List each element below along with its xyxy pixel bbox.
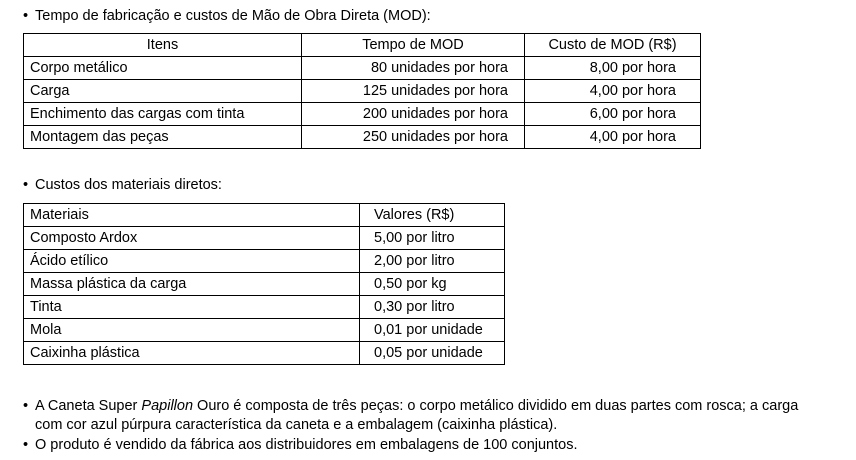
section1-heading [23,7,431,25]
mod-table-header-row [24,34,701,57]
mat-value-cell: 0,05 por unidade [360,342,505,365]
note1-line2: com cor azul púrpura característica da caneta e a embalagem (caixinha plástica). [35,417,558,433]
note-packaging [23,436,853,455]
mat-value-cell: 5,00 por litro [360,227,505,250]
mod-tempo-cell: 250 unidades por hora [302,126,525,149]
table-row [24,273,505,296]
bullet: • [23,8,29,24]
table-row [24,103,701,126]
mod-custo-cell: 4,00 por hora [525,80,701,103]
mod-header-custo: Custo de MOD (R$) [525,34,701,57]
table-row [24,319,505,342]
mod-tempo-cell: 80 unidades por hora [302,57,525,80]
note2-text: O produto é vendido da fábrica aos distribuidores em embalagens de 100 conjuntos. [35,437,578,453]
table-row [24,296,505,319]
mat-name-cell: Mola [24,319,360,342]
table-row [24,80,701,103]
mat-name-cell: Tinta [24,296,360,319]
table-row [24,57,701,80]
mat-value-cell: 0,50 por kg [360,273,505,296]
mat-value-cell: 2,00 por litro [360,250,505,273]
mat-name-cell: Massa plástica da carga [24,273,360,296]
section2-heading-text: Custos dos materiais diretos: [35,177,222,193]
bullet: • [23,177,29,193]
mod-custo-cell: 8,00 por hora [525,57,701,80]
mod-tempo-cell: 125 unidades por hora [302,80,525,103]
mat-name-cell: Composto Ardox [24,227,360,250]
mod-item-cell: Enchimento das cargas com tinta [24,103,302,126]
mod-item-cell: Montagem das peças [24,126,302,149]
mod-tempo-cell: 200 unidades por hora [302,103,525,126]
mod-header-itens: Itens [24,34,302,57]
bullet: • [23,437,29,453]
mod-custo-cell: 6,00 por hora [525,103,701,126]
mat-header-materiais: Materiais [24,204,360,227]
section1-heading-text: Tempo de fabricação e custos de Mão de Obra Direta (MOD): [35,8,431,24]
mod-item-cell: Corpo metálico [24,57,302,80]
mod-item-cell: Carga [24,80,302,103]
mat-name-cell: Caixinha plástica [24,342,360,365]
table-row [24,227,505,250]
note1-prefix: A Caneta Super [35,398,142,414]
mod-header-tempo: Tempo de MOD [302,34,525,57]
mat-value-cell: 0,30 por litro [360,296,505,319]
mod-custo-cell: 4,00 por hora [525,126,701,149]
mat-header-valores: Valores (R$) [360,204,505,227]
mod-table [23,33,701,149]
mat-name-cell: Ácido etílico [24,250,360,273]
bullet: • [23,398,29,414]
materials-table-header-row [24,204,505,227]
note-composition [23,397,853,435]
table-row [24,342,505,365]
section2-heading [23,176,222,194]
note1-brand-italic: Papillon [141,398,194,414]
note1-line1-rest: Ouro é composta de três peças: o corpo metálico dividido em duas partes com rosca; a carga [193,398,799,414]
table-row [24,126,701,149]
table-row [24,250,505,273]
mat-value-cell: 0,01 por unidade [360,319,505,342]
materials-table [23,203,505,365]
